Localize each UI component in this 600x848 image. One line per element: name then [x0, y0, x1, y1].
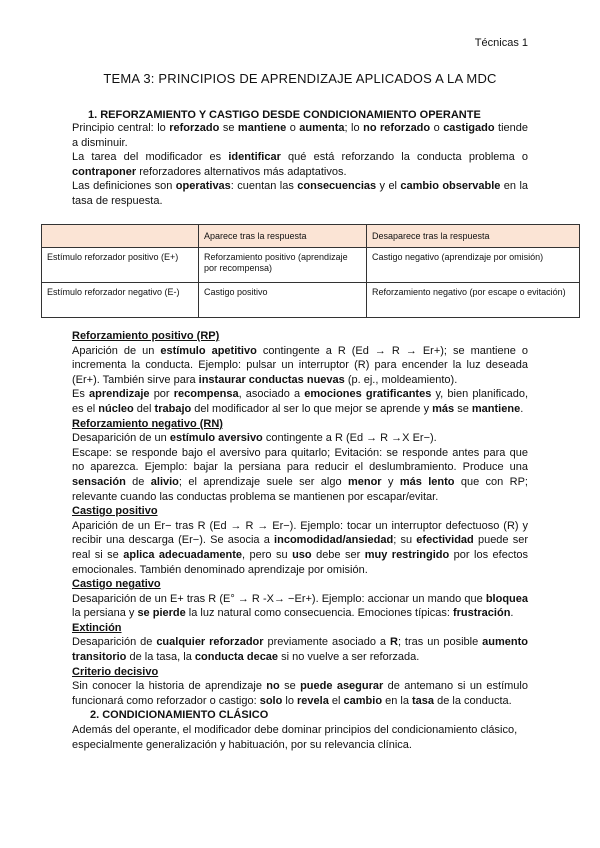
bold-text: R — [389, 636, 398, 649]
intro-paragraph-2 — [72, 150, 528, 179]
text-run: tiende a disminuir. — [72, 122, 528, 149]
bold-text: instaurar conductas nuevas — [198, 373, 345, 386]
text-run: en la — [382, 694, 413, 707]
bold-text: operativas — [175, 180, 231, 193]
document-title: TEMA 3: PRINCIPIOS DE APRENDIZAJE APLICADOS A LA MDC — [103, 71, 497, 86]
extincion-paragraph-1 — [72, 635, 528, 664]
criterio-paragraph-1 — [72, 679, 528, 708]
text-run: puede ser real si se — [72, 534, 529, 561]
table-header-row — [42, 225, 580, 248]
text-run: contingente a R (Ed → R →X Er−). — [262, 432, 437, 445]
table-row — [42, 283, 580, 318]
bold-text: cambio observable — [400, 180, 501, 193]
text-run: Las definiciones son — [72, 180, 176, 193]
bold-text: mantiene — [471, 402, 521, 415]
bold-text: muy restringido — [364, 548, 450, 561]
text-run: Principio central: lo — [72, 122, 170, 134]
text-run: por los efectos emocionales. También denominado aprendizaje por omisión. — [72, 548, 528, 576]
bold-text: frustración — [452, 607, 511, 620]
bold-text: aumento transitorio — [72, 636, 528, 664]
text-run: ; tras un posible — [397, 636, 483, 649]
text-run: contingente a R (Ed → R → Er+); se mantiene o incrementa la conducta. Ejemplo: pulsar un interruptor (R) para encender la luz deseada (Er+). También sirve para — [72, 344, 528, 386]
text-run: : cuentan las — [230, 180, 298, 193]
text-run: la luz natural como consecuencia. Emociones típicas: — [185, 607, 453, 620]
text-run: por — [149, 388, 174, 401]
text-run: o — [286, 122, 300, 134]
bold-text: núcleo — [98, 402, 134, 415]
rp-heading: Reforzamiento positivo (RP) — [72, 330, 220, 342]
body-sections — [72, 329, 528, 752]
bold-text: bloquea — [485, 592, 528, 605]
cn-paragraph-1 — [72, 592, 528, 621]
bold-text: trabajo — [154, 402, 192, 415]
bold-text: consecuencias — [297, 180, 377, 193]
cp-heading: Castigo positivo — [72, 505, 158, 518]
bold-text: emociones gratificantes — [304, 388, 432, 401]
text-run: se — [454, 402, 472, 415]
text-run: la persiana y — [72, 607, 138, 620]
text-run: debe ser — [311, 548, 365, 561]
section2-paragraph-1: Además del operante, el modificador debe dominar principios del condicionamiento clásico, especialmente generalización y habituación, por su relevancia clínica. — [72, 724, 518, 751]
text-run: Aparición de un Er− tras R (Ed → R → Er−). Ejemplo: tocar un interruptor defectuoso (R) y recibir una descarga (Er−). Se asocia a — [72, 519, 528, 547]
table-header-cell: Desaparece tras la respuesta — [367, 225, 580, 248]
bold-text: revela — [297, 694, 329, 707]
rn-paragraph-2 — [72, 446, 528, 504]
text-run: , pero su — [242, 548, 293, 561]
text-run: del — [133, 402, 155, 415]
bold-text: solo — [259, 694, 283, 707]
table-cell: Reforzamiento positivo (aprendizaje por recompensa) — [199, 248, 367, 283]
text-run: Desaparición de un E+ tras R (E° → R -X→ −Er+). Ejemplo: accionar un mando que — [72, 592, 486, 605]
section2-heading: 2. CONDICIONAMIENTO CLÁSICO — [90, 709, 269, 722]
bold-text: aprendizaje — [89, 388, 150, 401]
bold-text: más — [432, 402, 455, 415]
rp-paragraph-2 — [72, 387, 528, 416]
bold-text: estímulo aversivo — [169, 432, 263, 445]
bold-text: aumenta — [299, 122, 345, 134]
bold-text: alivio — [150, 475, 179, 488]
text-run: de la tasa, la — [126, 651, 195, 664]
page-label: Técnicas 1 — [474, 37, 528, 49]
bold-text: sensación — [72, 475, 126, 488]
text-run: lo — [282, 694, 298, 707]
table-row — [42, 248, 580, 283]
bold-text: puede asegurar — [300, 680, 384, 693]
intro-paragraph-3 — [72, 179, 528, 208]
text-run: y, bien planificado, es el — [72, 388, 529, 415]
bold-text: contraponer — [72, 165, 137, 178]
bold-text: uso — [292, 548, 312, 561]
bold-text: identificar — [228, 151, 281, 164]
text-run: o — [430, 122, 444, 134]
bold-text: menor — [347, 475, 382, 488]
cp-paragraph-1 — [72, 519, 528, 577]
text-run: La tarea del modificador es — [72, 151, 229, 164]
text-run: Es — [72, 388, 89, 401]
text-run: se — [279, 680, 301, 693]
text-run: se — [219, 122, 238, 134]
bold-text: reforzado — [169, 122, 220, 134]
text-run: Escape: se responde bajo el aversivo para quitarlo; Evitación: se responde antes para que no aparezca. Ejemplo: bajar la persiana para reducir el deslumbramiento. Produce una — [72, 446, 528, 474]
table-cell: Reforzamiento negativo (por escape o evitación) — [367, 283, 580, 318]
bold-text: cambio — [343, 694, 383, 707]
text-run: . — [520, 402, 524, 415]
text-run: ; su — [393, 534, 417, 547]
bold-text: estímulo apetitivo — [160, 344, 257, 357]
text-run: de la conducta. — [434, 694, 512, 707]
bold-text: castigado — [443, 122, 495, 134]
bold-text: tasa — [412, 694, 435, 707]
table-cell: Castigo negativo (aprendizaje por omisión) — [367, 248, 580, 283]
bold-text: se pierde — [137, 607, 186, 620]
text-run: que con RP; relevante cuando las conductas problema se mantienen por escapar/evitar. — [72, 475, 528, 503]
text-run: y — [381, 475, 400, 488]
bold-text: incomodidad/ansiedad — [274, 534, 394, 547]
bold-text: recompensa — [173, 388, 239, 401]
text-run: en la tasa de respuesta. — [72, 180, 529, 207]
intro-paragraph-1 — [72, 121, 528, 150]
section1-heading: 1. REFORZAMIENTO Y CASTIGO DESDE CONDICIONAMIENTO OPERANTE — [88, 109, 481, 121]
text-run: Desaparición de un — [72, 432, 170, 445]
bold-text: conducta decae — [194, 651, 279, 664]
bold-text: cualquier reforzador — [156, 636, 264, 649]
text-run: (p. ej., moldeamiento). — [344, 373, 458, 386]
table-cell: Estímulo reforzador negativo (E-) — [42, 283, 199, 318]
text-run: previamente asociado a — [263, 636, 390, 649]
section1-intro — [72, 121, 528, 209]
text-run: ; lo — [344, 122, 364, 134]
table-header-cell — [42, 225, 199, 248]
text-run: . — [510, 607, 514, 620]
criterio-heading: Criterio decisivo — [72, 665, 159, 678]
rn-paragraph-1 — [72, 431, 528, 446]
text-run: ; el aprendizaje suele ser algo — [178, 475, 348, 488]
text-run: de antemano si un estímulo funcionará como reforzador o castigo: — [72, 680, 528, 707]
table-cell: Estímulo reforzador positivo (E+) — [42, 248, 199, 283]
text-run: qué está reforzando la conducta problema o — [280, 151, 528, 164]
bold-text: aplica adecuadamente — [123, 548, 243, 561]
bold-text: no — [266, 680, 280, 693]
text-run: Aparición de un — [72, 344, 161, 357]
text-run: Sin conocer la historia de aprendizaje — [72, 680, 267, 693]
bold-text: más lento — [399, 475, 455, 488]
text-run: el — [328, 694, 344, 707]
text-run: si no vuelve a ser reforzada. — [278, 651, 420, 664]
cn-heading: Castigo negativo — [72, 578, 161, 591]
text-run: reforzadores alternativos más adaptativos. — [136, 165, 347, 178]
text-run: , asociado a — [238, 388, 305, 401]
bold-text: no reforzado — [363, 122, 431, 134]
table-header-cell: Aparece tras la respuesta — [199, 225, 367, 248]
table-cell: Castigo positivo — [199, 283, 367, 318]
bold-text: mantiene — [237, 122, 287, 134]
text-run: y el — [376, 180, 401, 193]
text-run: de — [125, 475, 151, 488]
bold-text: efectividad — [416, 534, 474, 547]
contingency-table — [41, 224, 580, 318]
rn-heading: Reforzamiento negativo (RN) — [72, 417, 223, 430]
text-run: del modificador al ser lo que mejor se aprende y — [191, 402, 433, 415]
text-run: Desaparición de — [72, 636, 157, 649]
rp-paragraph-1 — [72, 344, 528, 388]
extincion-heading: Extinción — [72, 621, 122, 634]
